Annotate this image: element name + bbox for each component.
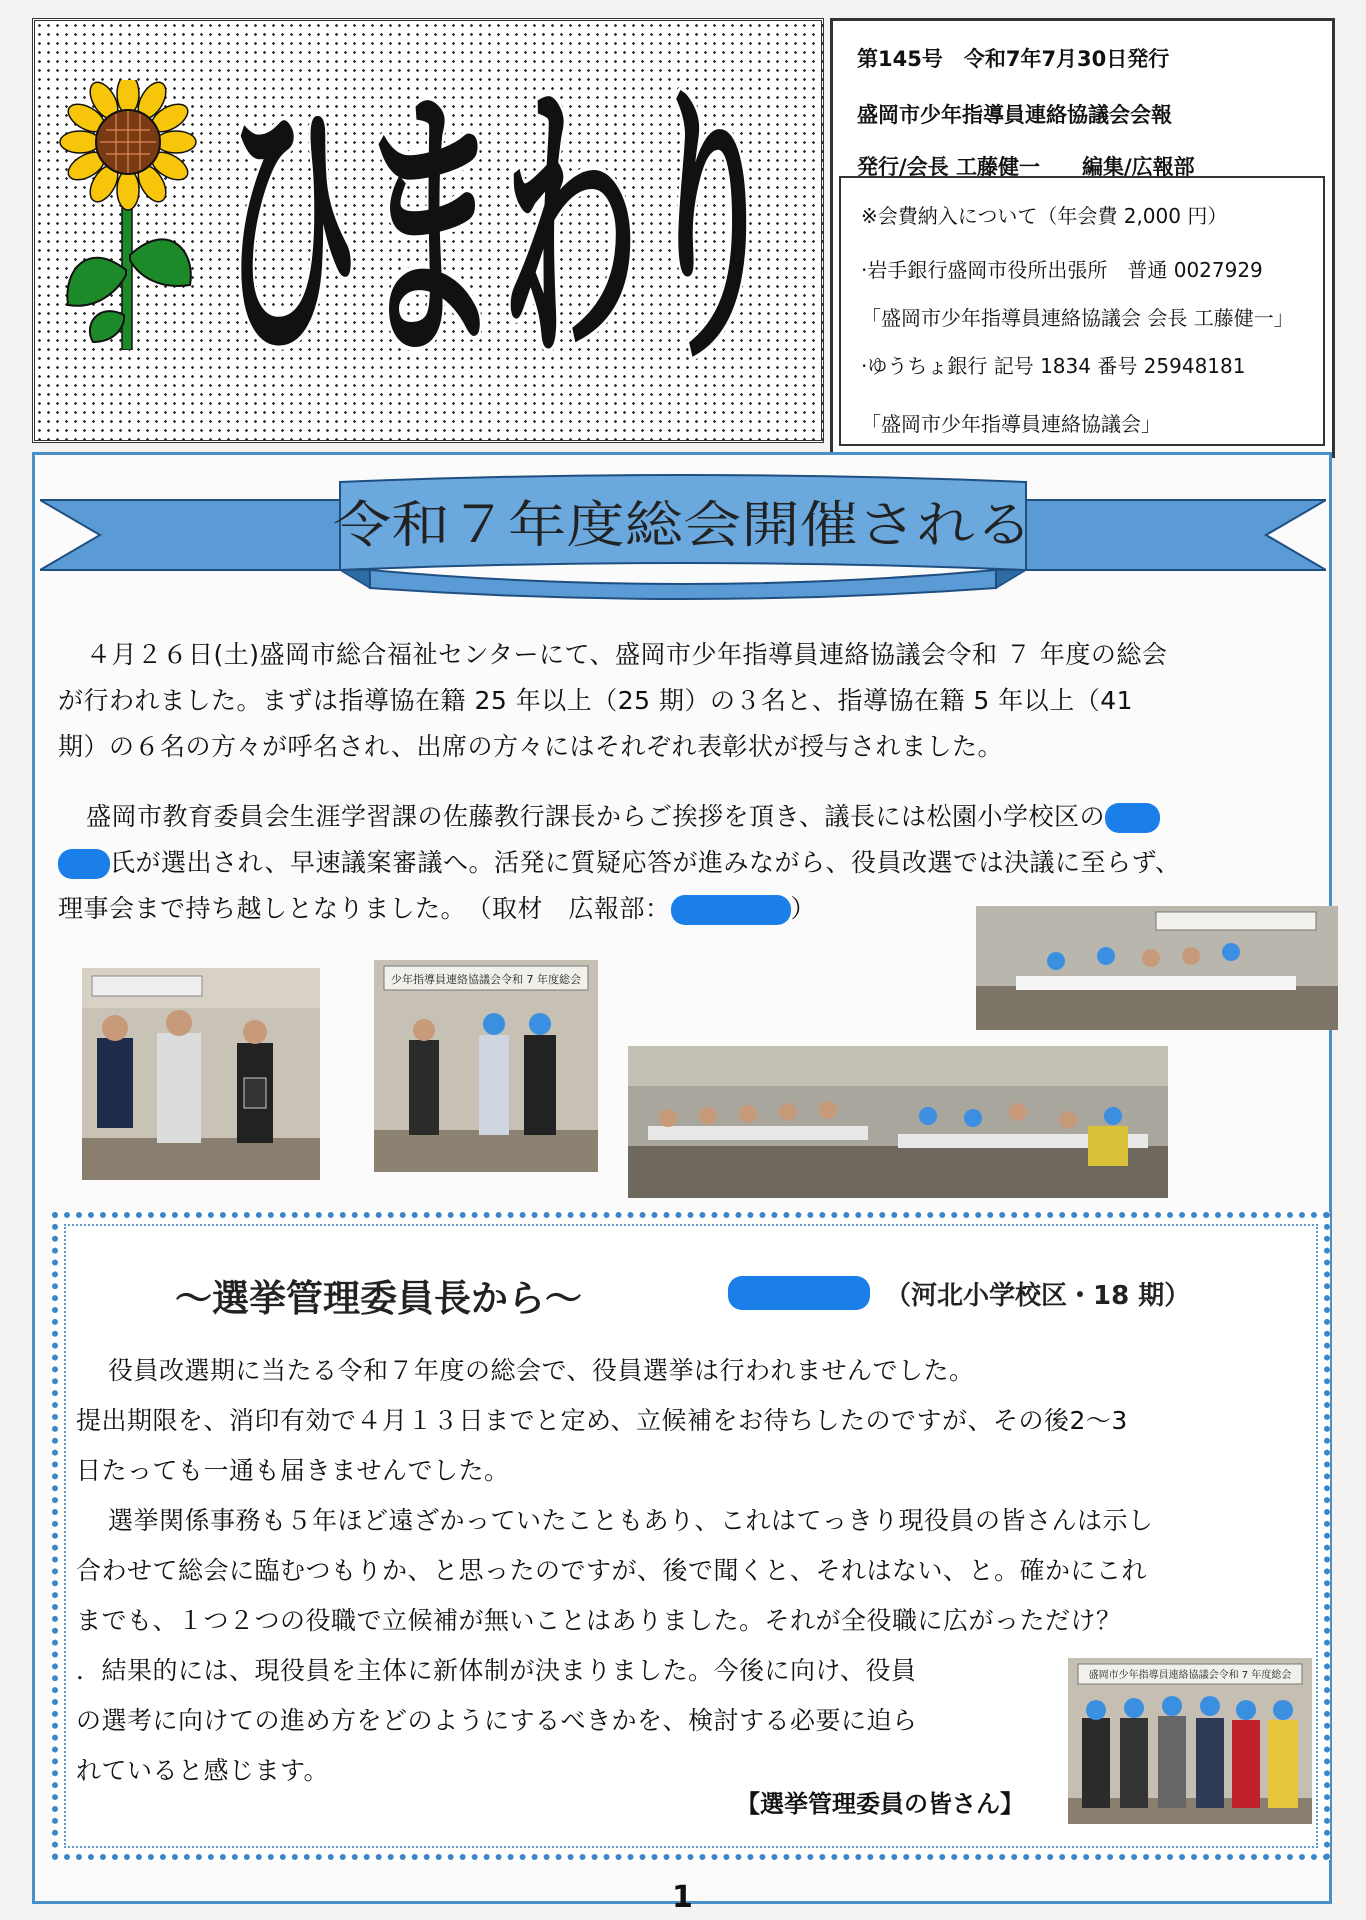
page-number: 1 — [672, 1880, 693, 1915]
para1-line1: ４月２６日(土)盛岡市総合福祉センターにて、盛岡市少年指導員連絡協議会令和 ７ 年度の総会 — [86, 640, 1168, 669]
election-heading: ～選挙管理委員長から～ — [175, 1277, 582, 1320]
election-line6: までも、１つ２つの役職で立候補が無いことはありました。それが全役職に広がっただけ？ — [76, 1606, 1122, 1635]
publisher-line: 発行/会長 工藤健一 編集/広報部 — [857, 155, 1195, 179]
masthead-title-text: ひまわり — [219, 61, 780, 399]
photo2-sign: 少年指導員連絡協議会令和 7 年度総会 — [391, 973, 581, 986]
para2-line3a: 理事会まで持ち越しとなりました。 （取材 広報部： — [58, 894, 671, 923]
para2-line1: 盛岡市教育委員会生涯学習課の佐藤教行課長からご挨拶を頂き、議長には松園小学校区の — [86, 802, 1106, 831]
bank2-line: ·ゆうちょ銀行 記号 1834 番号 25948181 — [861, 354, 1246, 378]
election-author: （河北小学校区・18 期） — [885, 1281, 1191, 1311]
issue-info-box — [830, 18, 1335, 458]
photo-assembly-hall — [628, 1046, 1168, 1198]
para2-line3b: ） — [790, 894, 817, 923]
issue-line: 第145号 令和7年7月30日発行 — [857, 47, 1170, 71]
bank1-name: 「盛岡市少年指導員連絡協議会 会長 工藤健一」 — [861, 306, 1294, 330]
election-line1: 役員改選期に当たる令和７年度の総会で、役員選挙は行われませんでした。 — [108, 1356, 975, 1385]
redacted-name — [58, 849, 110, 879]
election-line8: の選考に向けての進め方をどのようにするべきかを、検討する必要に迫ら — [76, 1706, 918, 1735]
bank1-line: ·岩手銀行盛岡市役所出張所 普通 0027929 — [861, 258, 1263, 282]
headline-banner — [40, 470, 1326, 610]
photo-election-committee — [1068, 1658, 1312, 1824]
para1-line2: が行われました。まずは指導協在籍 25 年以上（25 期）の３名と、指導協在籍 5 年以上（41 — [58, 686, 1134, 715]
photo-award-presentation — [82, 968, 320, 1180]
election-line2: 提出期限を、消印有効で４月１３日までと定め、立候補をお待ちしたのですが、その後2～3 — [76, 1406, 1128, 1435]
para2-line2: 氏が選出され、早速議案審議へ。活発に質疑応答が進みながら、役員改選では決議に至らず、 — [110, 848, 1181, 877]
election-line7: ．結果的には、現役員を主体に新体制が決まりました。今後に向け、役員 — [76, 1656, 917, 1685]
election-line3: 日たっても一通も届きませんでした。 — [76, 1456, 510, 1485]
redacted-name — [671, 895, 791, 925]
headline: 令和７年度総会開催される — [333, 496, 1033, 554]
election-line9: れていると感じます。 — [76, 1756, 330, 1785]
fee-line: ※会費納入について（年会費 2,000 円） — [861, 204, 1228, 228]
photo-caption: 【選挙管理委員の皆さん】 — [736, 1790, 1024, 1818]
para1-line3: 期）の６名の方々が呼名され、出席の方々にはそれぞれ表彰状が授与されました。 — [58, 732, 1004, 761]
election-line5: 合わせて総会に臨むつもりか、と思ったのですが、後で聞くと、それはない、と。確かにこれ — [76, 1556, 1148, 1585]
org-line: 盛岡市少年指導員連絡協議会会報 — [857, 103, 1172, 127]
article-paragraph-1 — [58, 632, 1328, 770]
photo-honorees — [374, 960, 598, 1172]
photo-officials-table — [976, 906, 1338, 1030]
membership-fee-box — [839, 176, 1325, 446]
redacted-name — [1105, 803, 1160, 833]
bank2-name: 「盛岡市少年指導員連絡協議会」 — [861, 412, 1161, 436]
redacted-name — [728, 1276, 870, 1310]
masthead-title — [200, 30, 800, 430]
sunflower-icon — [58, 80, 198, 350]
photo5-sign: 盛岡市少年指導員連絡協議会令和 7 年度総会 — [1088, 1670, 1292, 1681]
election-line4: 選挙関係事務も５年ほど遠ざかっていたこともあり、これはてっきり現役員の皆さんは示し — [108, 1506, 1154, 1535]
